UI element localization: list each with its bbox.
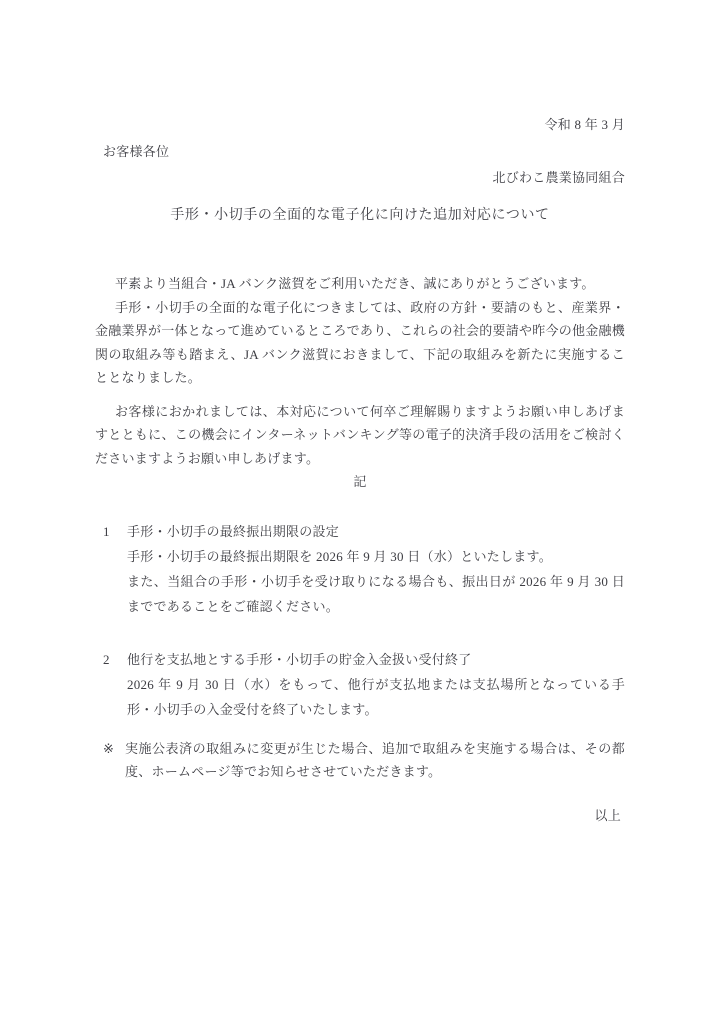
- footnote-marker: ※: [103, 740, 115, 756]
- sender-organization: 北びわこ農業協同組合: [492, 170, 625, 185]
- document-date: 令和 8 年 3 月: [544, 117, 625, 132]
- list-item-2-text-line: 2026 年 9 月 30 日（水）をもって、他行が支払地または支払場所となっている手形・小切手の入金受付を終了いたします。: [127, 676, 625, 717]
- list-item-2-heading: 他行を支払地とする手形・小切手の貯金入金扱い受付終了: [127, 651, 472, 667]
- list-item-1-text-line: また、当組合の手形・小切手を受け取りになる場合も、振出日が 2026 年 9 月 30 日までであることをご確認ください。: [127, 573, 625, 614]
- list-item-1-heading: 手形・小切手の最終振出期限の設定: [127, 523, 340, 539]
- list-item-1-body: [127, 519, 625, 619]
- list-item-1-text-line: 手形・小切手の最終振出期限を 2026 年 9 月 30 日（水）といたします。: [127, 548, 552, 564]
- paragraph-background: 手形・小切手の全面的な電子化につきましては、政府の方針・要請のもと、産業界・金融業界が一体となって進めているところであり、これらの社会的要請や昨今の他金融機関の取組み等も踏まえ、JA バンク滋賀におきまして、下記の取組みを新たに実施することとなりました。: [95, 299, 625, 385]
- list-item-2: [95, 647, 625, 722]
- list-item-2-number: 2: [103, 651, 110, 667]
- document-title: 手形・小切手の全面的な電子化に向けた追加対応について: [170, 207, 550, 223]
- list-item-1: [95, 519, 625, 619]
- list-item-1-number: 1: [103, 523, 110, 539]
- list-item-2-body: [127, 647, 625, 722]
- footnote: [95, 737, 625, 784]
- recipient-line: お客様各位: [103, 143, 170, 159]
- closing-marker: 以上: [594, 807, 621, 823]
- paragraph-request: お客様におかれましては、本対応について何卒ご理解賜りますようお願い申しあげますとともに、この機会にインターネットバンキング等の電子的決済手段の活用をご検討くださいますようお願い申しあげます。: [95, 403, 625, 466]
- paragraph-greeting: 平素より当組合・JA バンク滋賀をご利用いただき、誠にありがとうございます。: [115, 276, 595, 291]
- record-marker: 記: [353, 474, 367, 489]
- footnote-text: 実施公表済の取組みに変更が生じた場合、追加で取組みを実施する場合は、その都度、ホームページ等でお知らせさせていただきます。: [125, 740, 625, 779]
